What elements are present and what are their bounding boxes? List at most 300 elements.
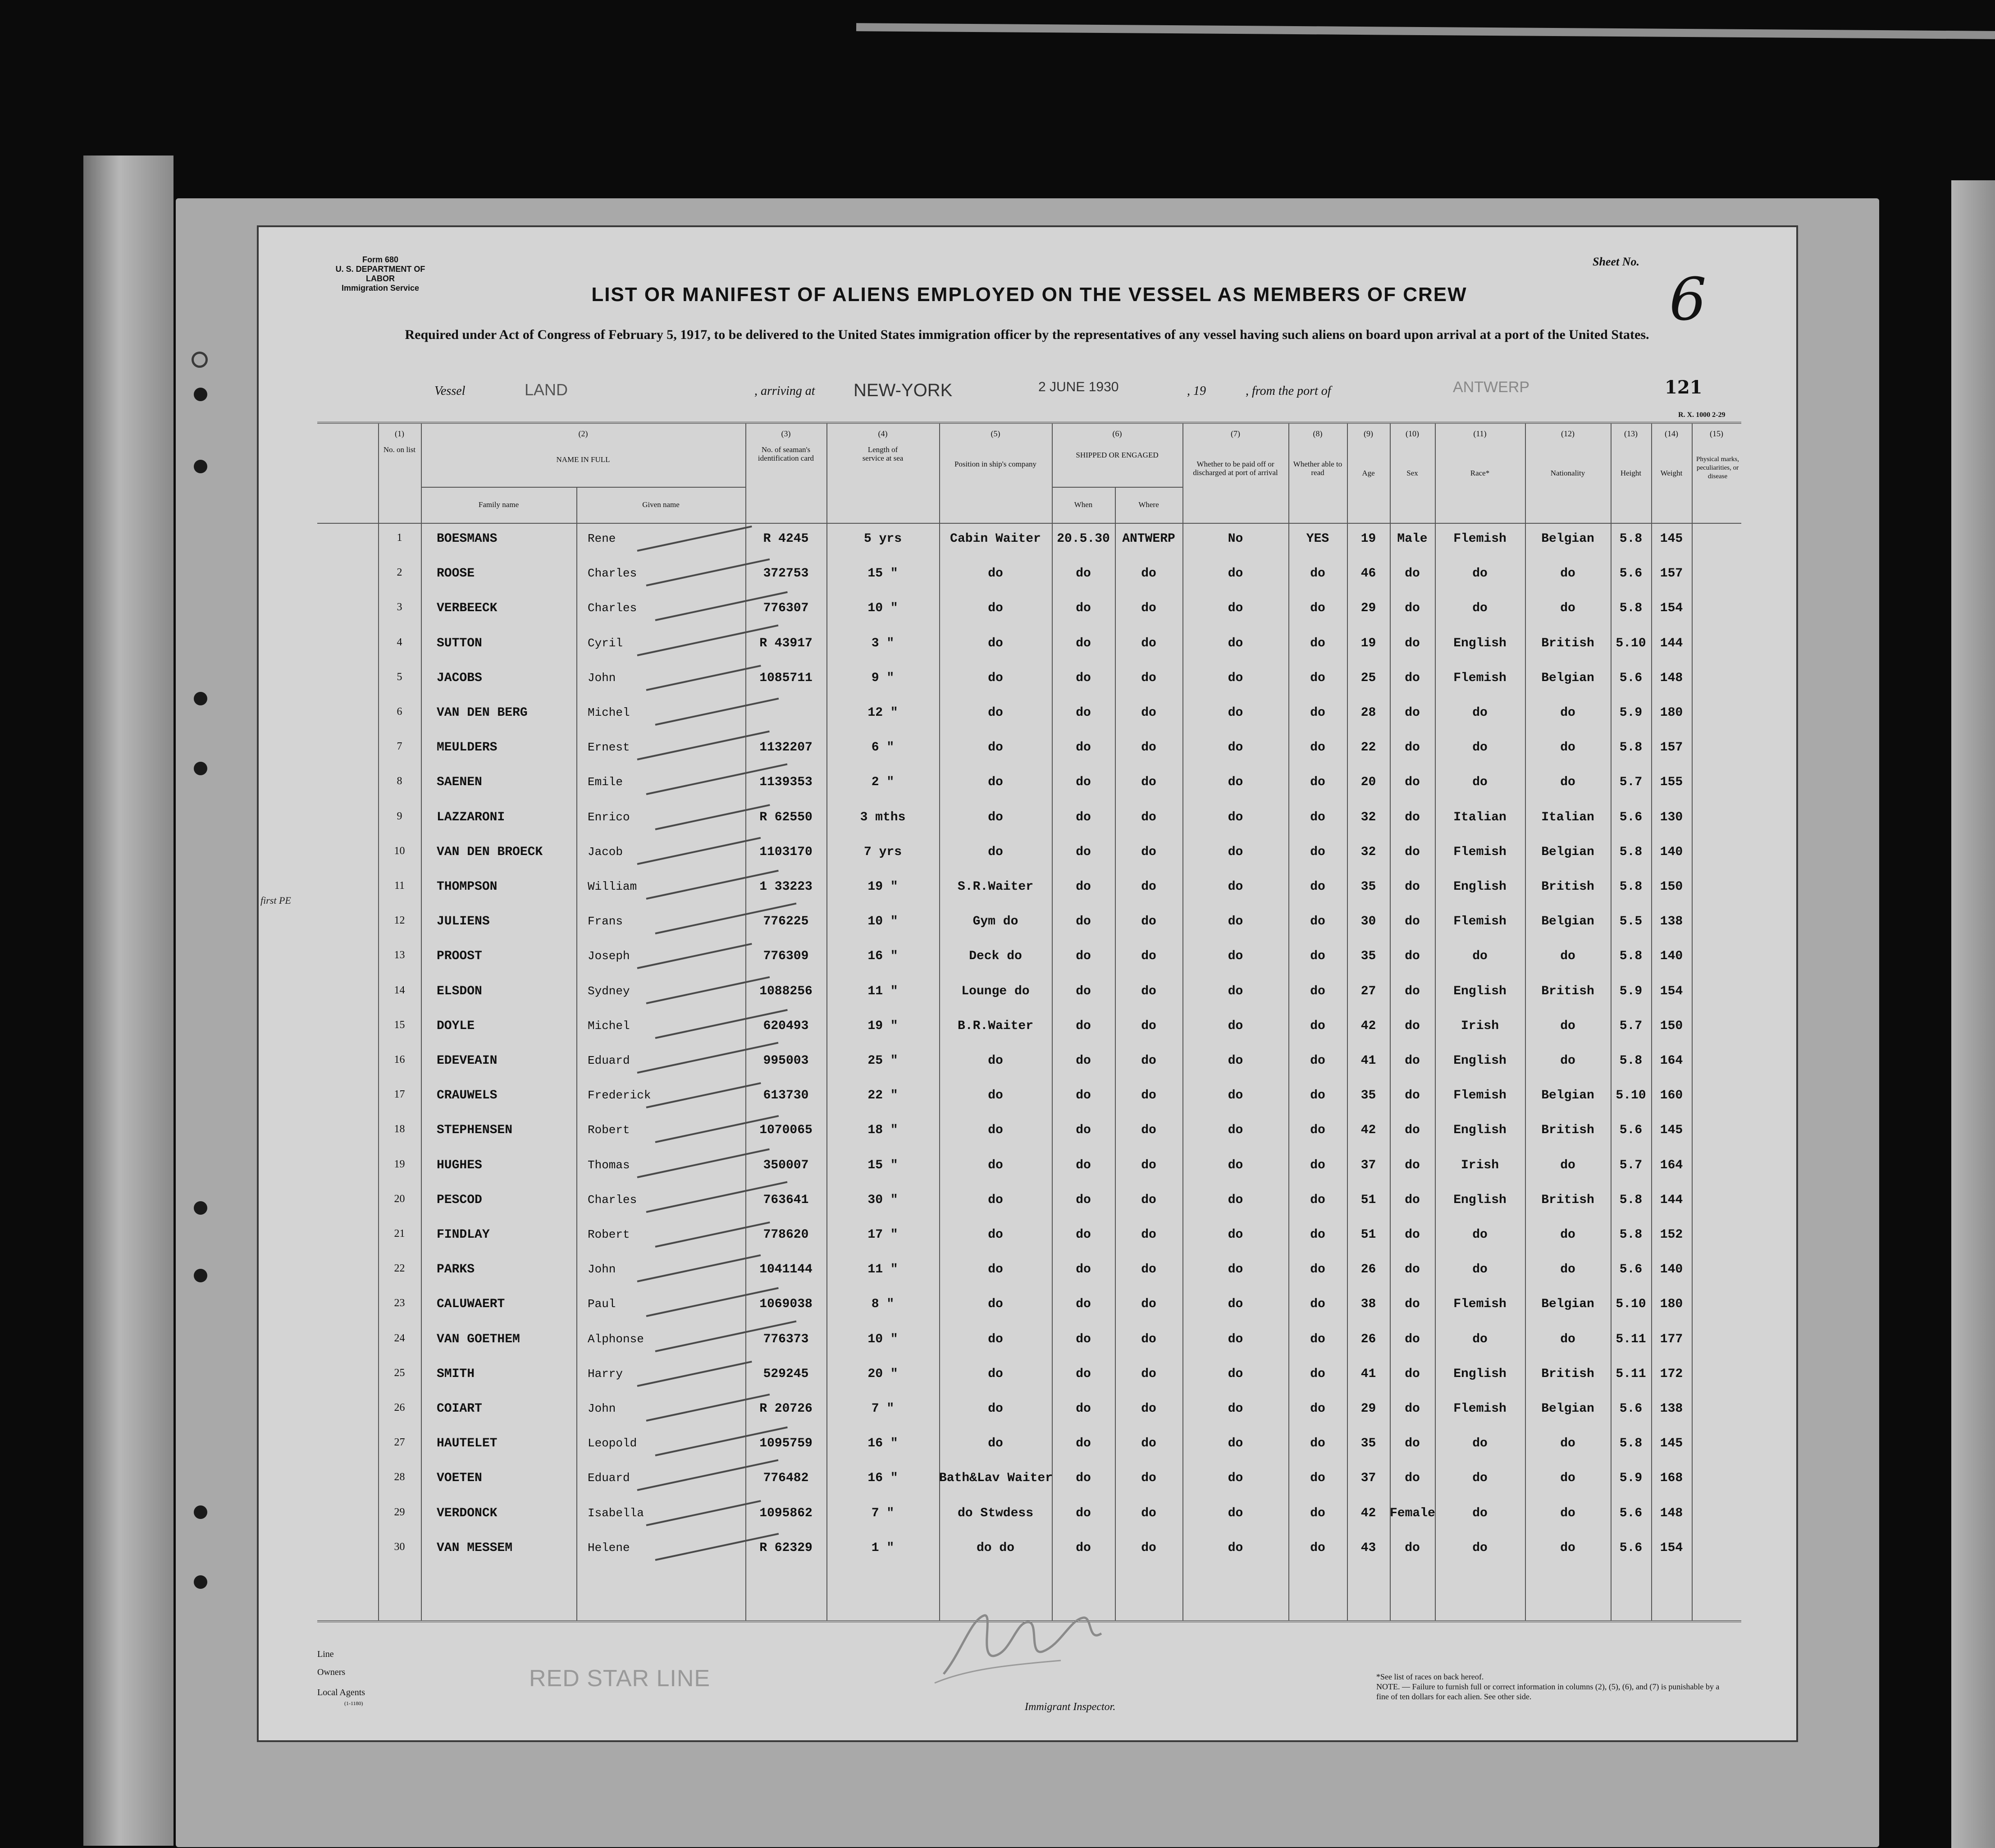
form-code: R. X. 1000 2-29 [1678,411,1726,419]
cell-paid: do [1228,1506,1243,1520]
table-row [317,706,1741,741]
cell-position: do [988,1297,1003,1312]
cell-weight: 138 [1660,1402,1683,1416]
cell-weight: 155 [1660,775,1683,790]
cell-position: do Stwdess [957,1506,1034,1520]
cell-service: 10 " [867,915,898,929]
cell-card: 1103170 [759,845,813,859]
cell-nat: Belgian [1541,671,1594,685]
cell-card: 372753 [763,567,809,581]
cell-card: 776309 [763,949,809,964]
table-row [317,1089,1741,1124]
cell-paid: do [1228,1471,1243,1486]
cell-where: do [1141,1228,1156,1242]
cell-paid: do [1228,1228,1243,1242]
cell-age: 29 [1360,1402,1376,1416]
cell-race: English [1453,1054,1507,1068]
cell-nat: do [1560,1019,1575,1033]
cell-weight: 144 [1660,1193,1683,1207]
cell-height: 5.8 [1619,880,1643,894]
cell-read: do [1310,915,1325,929]
cell-race: Irish [1461,1019,1499,1033]
binder-hole [194,1505,207,1519]
cell-sex: do [1405,775,1420,790]
cell-card: 1095759 [759,1436,813,1451]
table-row [317,1123,1741,1158]
binder-hole [194,692,207,705]
cell-race: English [1453,636,1507,650]
cell-where: do [1141,1436,1156,1451]
cell-service: 7 " [871,1506,895,1520]
from-label: , from the port of [1246,384,1331,398]
cell-nat: do [1560,1332,1575,1346]
cell-no: 10 [394,845,405,857]
col-num-3: (3) [781,429,791,438]
cell-where: do [1141,1262,1156,1277]
cell-no: 3 [397,601,402,613]
year-label: , 19 [1187,384,1206,398]
cell-race: Flemish [1453,671,1507,685]
cell-paid: do [1228,845,1243,859]
cell-weight: 140 [1660,949,1683,964]
page-title: LIST OR MANIFEST OF ALIENS EMPLOYED ON THE VESSEL AS MEMBERS OF CREW [591,284,1467,306]
cell-read: do [1310,1054,1325,1068]
cell-race: do [1472,706,1488,720]
cell-race: do [1472,1541,1488,1555]
table-row [317,1367,1741,1402]
cell-card: 1041144 [759,1262,813,1277]
cell-no: 22 [394,1262,405,1275]
cell-card: 1132207 [759,741,813,755]
cell-age: 46 [1360,567,1376,581]
table-row [317,845,1741,880]
line-label: Line [317,1649,334,1659]
cell-race: English [1453,880,1507,894]
cell-height: 5.6 [1619,671,1643,685]
cell-weight: 157 [1660,741,1683,755]
cell-sex: do [1405,845,1420,859]
col-num-14: (14) [1665,429,1678,438]
table-row [317,1506,1741,1542]
cell-family: STEPHENSEN [437,1123,513,1138]
cell-read: do [1310,1262,1325,1277]
cell-when: do [1076,671,1091,685]
cell-service: 1 " [871,1541,895,1555]
cell-when: do [1076,741,1091,755]
cell-family: SAENEN [437,775,482,790]
cell-height: 5.10 [1616,1297,1646,1312]
cell-no: 30 [394,1541,405,1553]
cell-service: 3 mths [860,810,906,824]
cell-nat: do [1560,601,1575,616]
col-num-12: (12) [1561,429,1575,438]
cell-given: Michel [588,1019,630,1033]
col-num-5: (5) [991,429,1000,438]
cell-when: do [1076,810,1091,824]
cell-family: PESCOD [437,1193,482,1207]
cell-age: 22 [1360,741,1376,755]
table-row [317,636,1741,672]
cell-family: SUTTON [437,636,482,650]
cell-family: FINDLAY [437,1228,490,1242]
cell-family: THOMPSON [437,880,498,894]
cell-height: 5.8 [1619,741,1643,755]
page-number: 121 [1665,377,1703,398]
cell-given: Rene [588,532,616,545]
binder-hole [194,460,207,473]
table-row [317,984,1741,1020]
cell-age: 35 [1360,949,1376,964]
cell-paid: do [1228,1089,1243,1103]
cell-no: 20 [394,1193,405,1205]
cell-where: do [1141,775,1156,790]
cell-race: do [1472,601,1488,616]
cell-read: do [1310,1228,1325,1242]
col-head-where: Where [1138,500,1159,509]
cell-when: do [1076,845,1091,859]
cell-no: 7 [397,741,402,753]
cell-when: do [1076,915,1091,929]
col-num-7: (7) [1231,429,1240,438]
cell-family: HUGHES [437,1158,482,1172]
cell-when: do [1076,1332,1091,1346]
table-row [317,1436,1741,1472]
cell-age: 28 [1360,706,1376,720]
cell-height: 5.8 [1619,1054,1643,1068]
cell-weight: 180 [1660,706,1683,720]
cell-height: 5.6 [1619,1541,1643,1555]
cell-height: 5.8 [1619,845,1643,859]
cell-given: Thomas [588,1158,630,1172]
cell-where: do [1141,880,1156,894]
cell-height: 5.6 [1619,1506,1643,1520]
cell-sex: do [1405,1262,1420,1277]
table-row [317,775,1741,810]
cell-where: do [1141,1402,1156,1416]
cell-service: 9 " [871,671,895,685]
cell-given: Charles [588,601,637,615]
table-row [317,880,1741,915]
cell-nat: Belgian [1541,1402,1594,1416]
cell-no: 15 [394,1019,405,1031]
cell-height: 5.6 [1619,1262,1643,1277]
cell-when: do [1076,880,1091,894]
cell-weight: 148 [1660,1506,1683,1520]
cell-nat: British [1541,880,1594,894]
col-head-age: Age [1362,469,1375,477]
cell-nat: British [1541,1367,1594,1381]
cell-when: do [1076,1297,1091,1312]
cell-weight: 145 [1660,532,1683,546]
col-head-physical: Physical marks, peculiarities, or disease [1696,456,1739,480]
cell-height: 5.5 [1619,915,1643,929]
cell-when: do [1076,1019,1091,1033]
cell-no: 4 [397,636,402,648]
cell-given: Jacob [588,845,623,859]
cell-read: do [1310,706,1325,720]
cell-weight: 148 [1660,671,1683,685]
table-row [317,1297,1741,1332]
cell-when: do [1076,1158,1091,1172]
cell-card: R 62550 [759,810,813,824]
cell-service: 16 " [867,1471,898,1486]
cell-position: do [988,1193,1003,1207]
cell-sex: do [1405,567,1420,581]
cell-card: 529245 [763,1367,809,1381]
cell-position: do [988,601,1003,616]
cell-when: do [1076,1054,1091,1068]
cell-paid: do [1228,1019,1243,1033]
cell-age: 20 [1360,775,1376,790]
cell-given: Michel [588,706,630,719]
cell-no: 24 [394,1332,405,1344]
agents-code: (1-1180) [344,1700,363,1706]
cell-family: JULIENS [437,915,490,929]
cell-position: do [988,810,1003,824]
cell-position: do [988,1262,1003,1277]
cell-given: Enrico [588,810,630,824]
cell-age: 42 [1360,1019,1376,1033]
cell-card: 1085711 [759,671,813,685]
cell-read: do [1310,1158,1325,1172]
cell-no: 18 [394,1123,405,1135]
cell-card: 763641 [763,1193,809,1207]
cell-given: Leopold [588,1436,637,1450]
inspector-label: Immigrant Inspector. [1025,1701,1116,1713]
cell-race: Flemish [1453,1297,1507,1312]
cell-race: Irish [1461,1158,1499,1172]
inspector-signature [926,1602,1115,1688]
cell-where: do [1141,845,1156,859]
cell-position: do [988,1332,1003,1346]
cell-race: do [1472,741,1488,755]
cell-service: 15 " [867,1158,898,1172]
cell-age: 27 [1360,984,1376,998]
cell-nat: do [1560,567,1575,581]
col-head-no: No. on list [383,445,416,454]
cell-height: 5.7 [1619,1019,1643,1033]
cell-nat: do [1560,1436,1575,1451]
cell-paid: do [1228,1541,1243,1555]
cell-sex: do [1405,671,1420,685]
cell-position: do do [976,1541,1014,1555]
table-row [317,532,1741,567]
cell-sex: do [1405,880,1420,894]
cell-weight: 157 [1660,567,1683,581]
cell-nat: do [1560,949,1575,964]
cell-service: 5 yrs [863,532,902,546]
cell-age: 19 [1360,532,1376,546]
cell-card: R 20726 [759,1402,813,1416]
table-row [317,601,1741,636]
cell-when: do [1076,1123,1091,1138]
cell-no: 16 [394,1054,405,1066]
cell-weight: 152 [1660,1228,1683,1242]
col-head-paid: Whether to be paid off or discharged at port of arrival [1193,460,1278,477]
cell-where: do [1141,1089,1156,1103]
cell-given: Harry [588,1367,623,1381]
cell-when: do [1076,1228,1091,1242]
cell-height: 5.7 [1619,1158,1643,1172]
cell-paid: do [1228,671,1243,685]
cell-card: R 4245 [763,532,809,546]
cell-height: 5.6 [1619,567,1643,581]
cell-given: Isabella [588,1506,644,1520]
table-row [317,741,1741,776]
vessel-line [259,377,1800,407]
cell-no: 25 [394,1367,405,1379]
table-row [317,810,1741,846]
cell-family: ELSDON [437,984,482,998]
page-subtitle: Required under Act of Congress of February 5, 1917, to be delivered to the United States immigration officer by the representatives of any vessel having such aliens on board upon arrival at a port of the United States. [405,327,1649,342]
sheet-number: 6 [1669,265,1707,334]
cell-service: 30 " [867,1193,898,1207]
note-races: *See list of races on back hereof. [1376,1672,1484,1681]
cell-height: 5.6 [1619,1402,1643,1416]
cell-height: 5.8 [1619,532,1643,546]
cell-position: do [988,1367,1003,1381]
cell-given: Emile [588,775,623,789]
cell-where: do [1141,1054,1156,1068]
cell-family: VERDONCK [437,1506,498,1520]
cell-weight: 164 [1660,1158,1683,1172]
cell-height: 5.10 [1616,1089,1646,1103]
cell-no: 28 [394,1471,405,1483]
service: Immigration Service [341,284,420,293]
cell-age: 29 [1360,601,1376,616]
sheet-label: Sheet No. [1593,255,1639,268]
cell-read: do [1310,1541,1325,1555]
cell-when: do [1076,1367,1091,1381]
col-num-4: (4) [878,429,888,438]
cell-race: English [1453,1367,1507,1381]
cell-height: 5.6 [1619,1123,1643,1138]
background-page-left [83,156,173,1846]
cell-service: 11 " [867,984,898,998]
cell-family: PARKS [437,1262,475,1277]
cell-service: 16 " [867,1436,898,1451]
cell-no: 1 [397,532,402,544]
cell-where: do [1141,915,1156,929]
cell-height: 5.11 [1616,1367,1646,1381]
col-num-15: (15) [1710,429,1723,438]
cell-service: 20 " [867,1367,898,1381]
cell-read: do [1310,845,1325,859]
cell-read: do [1310,810,1325,824]
cell-position: do [988,1123,1003,1138]
col-num-8: (8) [1313,429,1323,438]
col-num-11: (11) [1473,429,1487,438]
cell-paid: do [1228,741,1243,755]
cell-sex: do [1405,1471,1420,1486]
cell-age: 38 [1360,1297,1376,1312]
cell-weight: 177 [1660,1332,1683,1346]
cell-race: do [1472,949,1488,964]
cell-card: 1069038 [759,1297,813,1312]
cell-position: do [988,741,1003,755]
cell-read: do [1310,567,1325,581]
cell-given: Eduard [588,1054,630,1067]
col-head-weight: Weight [1660,469,1683,477]
cell-weight: 150 [1660,1019,1683,1033]
table-row [317,1228,1741,1263]
cell-nat: do [1560,706,1575,720]
table-row [317,1541,1741,1576]
cell-service: 11 " [867,1262,898,1277]
cell-when: do [1076,706,1091,720]
cell-age: 35 [1360,1089,1376,1103]
cell-given: Ernest [588,741,630,755]
cell-age: 37 [1360,1158,1376,1172]
cell-card: 350007 [763,1158,809,1172]
cell-read: do [1310,949,1325,964]
col-head-service: Length of service at sea [862,445,904,462]
cell-age: 42 [1360,1506,1376,1520]
cell-service: 18 " [867,1123,898,1138]
cell-age: 41 [1360,1367,1376,1381]
cell-card: 1095862 [759,1506,813,1520]
cell-where: do [1141,949,1156,964]
cell-given: Joseph [588,949,630,963]
cell-age: 32 [1360,810,1376,824]
cell-service: 16 " [867,949,898,964]
cell-sex: do [1405,1332,1420,1346]
cell-paid: do [1228,1158,1243,1172]
cell-race: do [1472,1332,1488,1346]
cell-position: do [988,1054,1003,1068]
cell-position: do [988,1436,1003,1451]
cell-sex: do [1405,915,1420,929]
cell-family: CALUWAERT [437,1297,505,1312]
cell-age: 32 [1360,845,1376,859]
cell-read: do [1310,775,1325,790]
cell-nat: do [1560,1541,1575,1555]
cell-weight: 150 [1660,880,1683,894]
cell-height: 5.6 [1619,810,1643,824]
cell-sex: do [1405,636,1420,650]
cell-position: Bath&Lav Waiter [939,1471,1053,1486]
cell-no: 21 [394,1228,405,1240]
cell-when: do [1076,1262,1091,1277]
table-row [317,1193,1741,1228]
cell-given: Charles [588,1193,637,1207]
cell-race: Flemish [1453,1402,1507,1416]
cell-paid: do [1228,1297,1243,1312]
cell-position: Deck do [969,949,1022,964]
cell-family: VAN DEN BERG [437,706,528,720]
owners-label: Owners [317,1667,346,1677]
cell-position: Lounge do [961,984,1030,998]
col-head-read: Whether able to read [1293,460,1342,477]
table-row [317,1019,1741,1054]
cell-position: Cabin Waiter [950,532,1041,546]
cell-no: 9 [397,810,402,822]
cell-nat: do [1560,775,1575,790]
cell-service: 7 yrs [863,845,902,859]
cell-position: do [988,567,1003,581]
cell-race: do [1472,775,1488,790]
cell-weight: 145 [1660,1436,1683,1451]
cell-family: VAN MESSEM [437,1541,513,1555]
cell-where: do [1141,1158,1156,1172]
cell-where: do [1141,601,1156,616]
crew-table [317,422,1741,1622]
cell-given: Eduard [588,1471,630,1485]
cell-given: Sydney [588,984,630,998]
col-head-card: No. of seaman's identification card [758,445,814,462]
cell-weight: 172 [1660,1367,1683,1381]
cell-read: do [1310,601,1325,616]
